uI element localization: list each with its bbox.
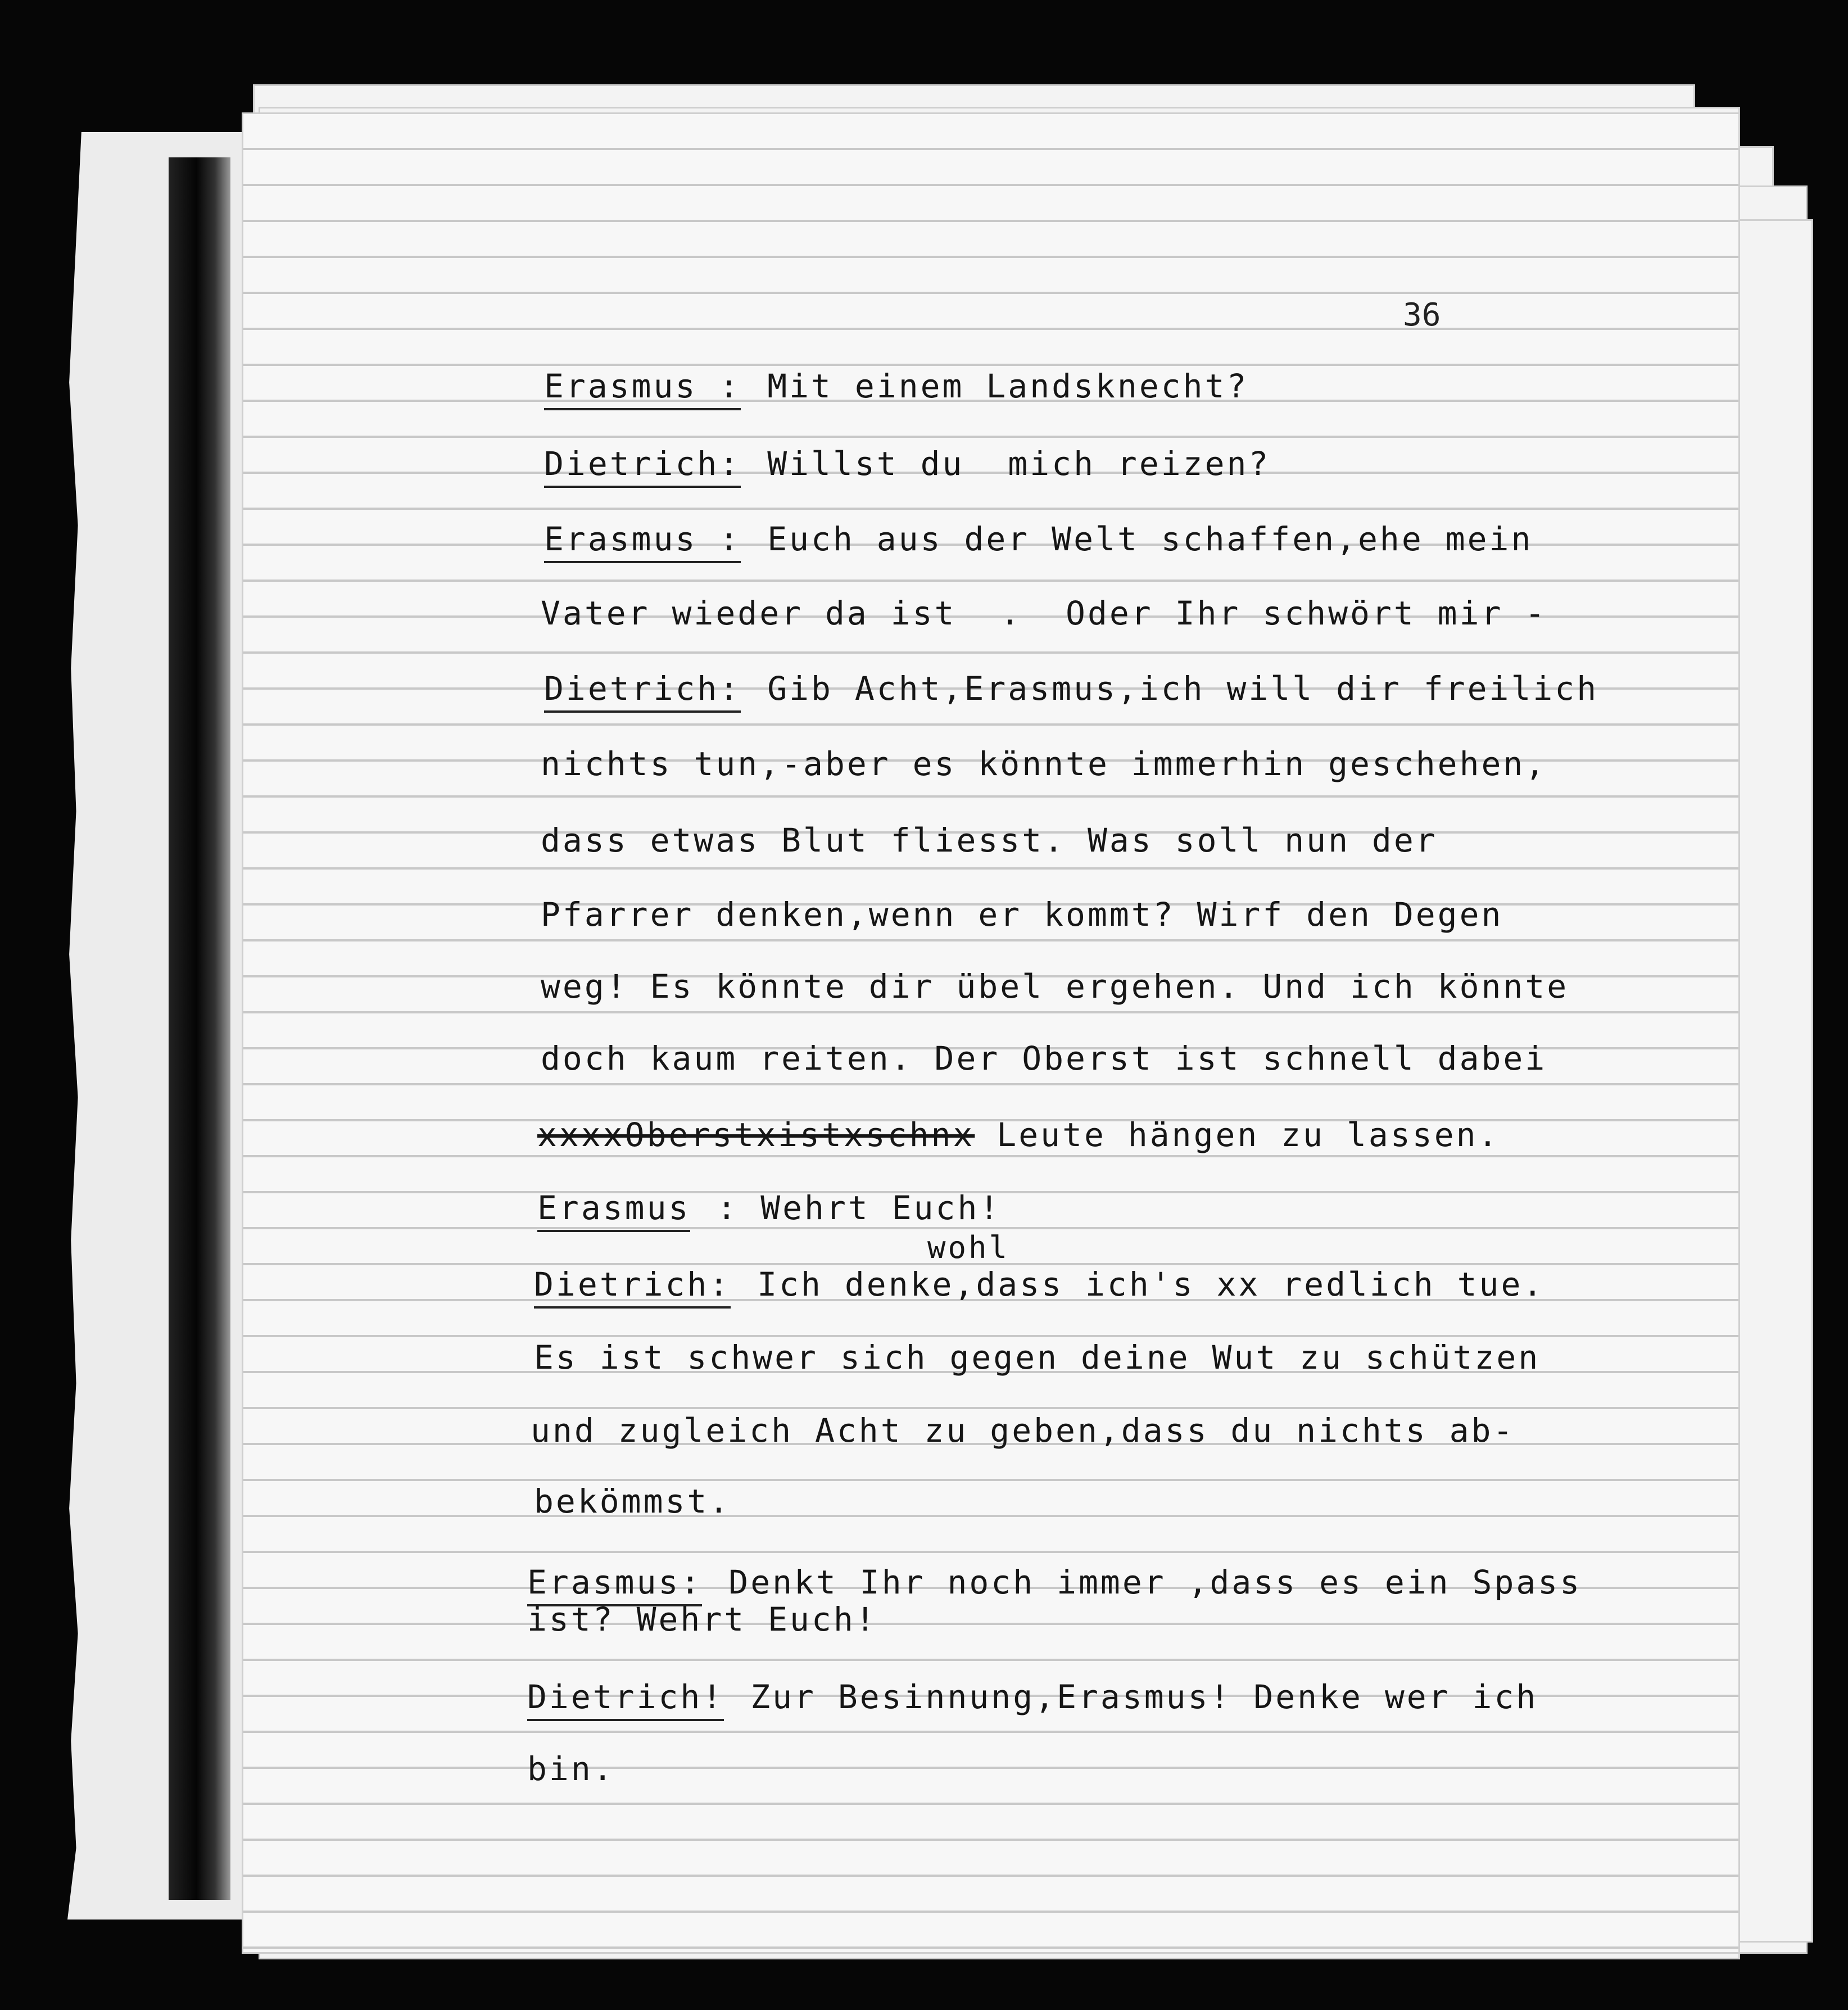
handwritten-insertion: wohl — [927, 1230, 1010, 1265]
script-line — [541, 821, 1438, 859]
line-text: : Wehrt Euch! — [695, 1189, 1002, 1227]
script-line — [537, 1189, 1002, 1232]
speaker-name: Erasmus : — [544, 370, 741, 410]
script-line — [541, 594, 1547, 632]
speaker-name: Dietrich: — [544, 672, 741, 713]
script-line — [541, 1039, 1547, 1078]
line-text: Vater wieder da ist . Oder Ihr schwört mir - — [541, 594, 1547, 632]
script-line — [531, 1411, 1515, 1450]
script-line — [544, 447, 1270, 488]
script-line — [541, 745, 1547, 783]
line-text: bekömmst. — [534, 1482, 731, 1520]
script-line — [541, 967, 1569, 1006]
line-text: Pfarrer denken,wenn er kommt? Wirf den Degen — [541, 895, 1503, 934]
script-line — [544, 367, 1249, 410]
script-line — [527, 1750, 615, 1788]
line-text: Zur Besinnung,Erasmus! Denke wer ich — [728, 1678, 1538, 1716]
script-line — [534, 1265, 1545, 1309]
speaker-name: Erasmus — [537, 1192, 690, 1232]
line-text: Denkt Ihr noch immer ,dass es ein Spass — [706, 1563, 1582, 1601]
speaker-name: Erasmus : — [544, 523, 741, 563]
script-line — [544, 669, 1599, 713]
line-text: Willst du mich reizen? — [745, 445, 1271, 483]
script-line — [541, 895, 1503, 934]
line-text: dass etwas Blut fliesst. Was soll nun der — [541, 821, 1438, 859]
line-text: ist? Wehrt Euch! — [527, 1600, 877, 1638]
script-line — [534, 1338, 1541, 1377]
speaker-name: Dietrich! — [527, 1681, 724, 1721]
struck-text: xxxxOberstxistxschnx — [537, 1116, 975, 1154]
script-line — [527, 1678, 1538, 1721]
script-line — [527, 1600, 877, 1638]
speaker-name: Erasmus: — [527, 1566, 702, 1606]
line-text: Es ist schwer sich gegen deine Wut zu schützen — [534, 1338, 1541, 1377]
script-line — [544, 520, 1533, 563]
line-text: Ich denke,dass ich's xx redlich tue. — [735, 1265, 1545, 1303]
speaker-name: Dietrich: — [534, 1268, 731, 1309]
line-text: doch kaum reiten. Der Oberst ist schnell dabei — [541, 1039, 1547, 1078]
line-text: nichts tun,-aber es könnte immerhin geschehen, — [541, 745, 1547, 783]
line-text: Euch aus der Welt schaffen,ehe mein — [745, 520, 1533, 558]
speaker-name: Dietrich: — [544, 447, 741, 488]
script-line — [534, 1482, 731, 1520]
script-line — [537, 1116, 1500, 1154]
page-number: 36 — [1403, 297, 1441, 333]
line-text: Gib Acht,Erasmus,ich will dir freilich — [745, 669, 1599, 708]
line-text: und zugleich Acht zu geben,dass du nichts ab- — [531, 1411, 1515, 1450]
line-text: weg! Es könnte dir übel ergehen. Und ich könnte — [541, 967, 1569, 1006]
line-text: bin. — [527, 1750, 615, 1788]
line-text: Leute hängen zu lassen. — [975, 1116, 1500, 1154]
line-text: Mit einem Landsknecht? — [745, 367, 1249, 405]
